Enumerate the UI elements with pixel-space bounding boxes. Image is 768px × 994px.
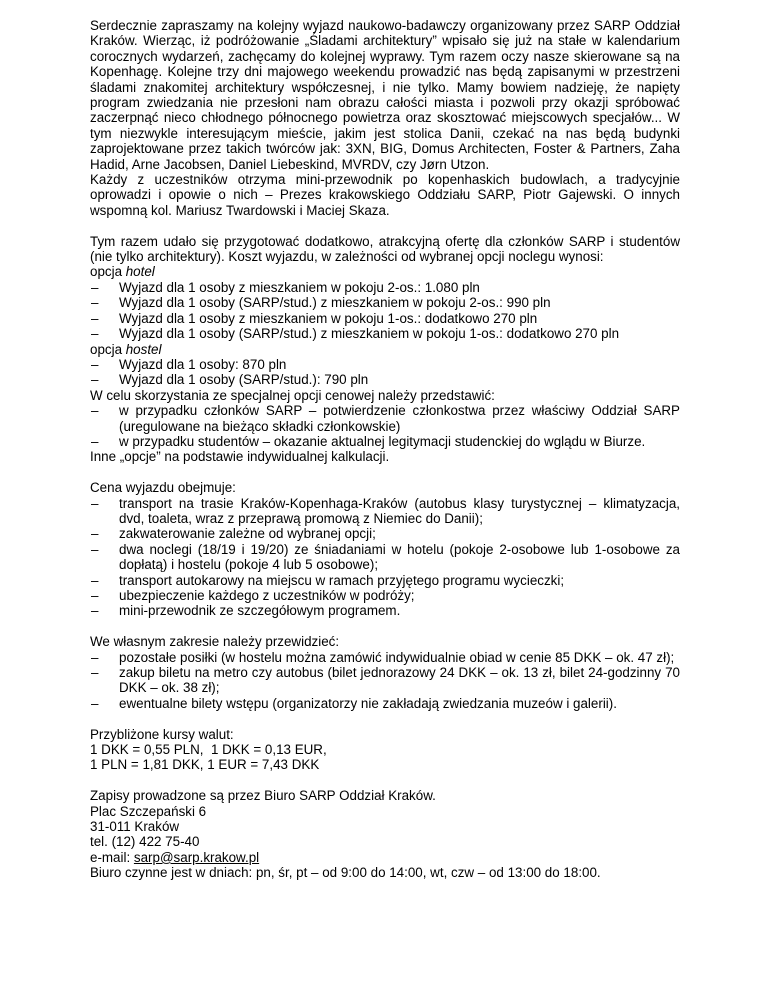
special-option-intro: W celu skorzystania ze specjalnej opcji cenowej należy przedstawić: xyxy=(90,387,495,403)
phone-number: tel. (12) 422 75-40 xyxy=(90,834,200,850)
list-item: – dwa noclegi (18/19 i 19/20) ze śniadaniami w hotelu (pokoje 2-osobowe lub 1-osobowe za dopłatą) i hostelu (pokoje 4 lub 5 osobowe); xyxy=(90,542,680,573)
exchange-rates-heading: Przybliżone kursy walut: xyxy=(90,726,234,742)
exchange-rates-line: 1 PLN = 1,81 DKK, 1 EUR = 7,43 DKK xyxy=(90,757,320,773)
intro-paragraph: Serdecznie zapraszamy na kolejny wyjazd naukowo-badawczy organizowany przez SARP Oddział Kraków. Wierząc, iż podróżowanie „Śladami architektury” wpisało się już na stałe w kalendarium corocznych wydarzeń, zachęcamy do kolejnej wyprawy. Tym razem oczy nasze skierowane są na Kopenhagę. Kolejne trzy dni majowego weekendu prowadzić nas będą zapisanymi w przestrzeni śladami znakomitej architektury współczesnej, i nie tylko. Mamy bowiem nadzieję, że napięty program zwiedzania nie przesłoni nam obrazu całości miasta i pozwoli przy okazji spróbować zaczerpnąć nieco chłodnego północnego powietrza oraz skosztować miejscowych specjałów... W tym niezwykle interesującym mieście, jakim jest stolica Danii, czekać na nas będą budynki zaprojektowane przez takich twórców jak: 3XN, BIG, Domus Architecten, Foster & Partners, Zaha Hadid, Arne Jacobsen, Daniel Liebeskind, MVRDV, czy Jørn Utzon. xyxy=(90,18,680,172)
address-city: 31-011 Kraków xyxy=(90,819,180,835)
list-item: – ewentualne bilety wstępu (organizatorzy nie zakładają zwiedzania muzeów i galerii). xyxy=(90,696,680,711)
own-expense-heading: We własnym zakresie należy przewidzieć: xyxy=(90,634,340,650)
price-includes-list xyxy=(90,496,680,619)
list-item: – Wyjazd dla 1 osoby z mieszkaniem w pokoju 2-os.: 1.080 pln xyxy=(90,280,680,295)
exchange-rates-line: 1 DKK = 0,55 PLN, 1 DKK = 0,13 EUR, xyxy=(90,742,327,758)
list-item: – zakup biletu na metro czy autobus (bilet jednorazowy 24 DKK – ok. 13 zł, bilet 24-godzinny 70 DKK – ok. 38 zł); xyxy=(90,665,680,696)
email-line: e-mail: sarp@sarp.krakow.pl xyxy=(90,849,260,865)
list-item: – pozostałe posiłki (w hostelu można zamówić indywidualnie obiad w cenie 85 DKK – ok. 47 zł); xyxy=(90,650,680,665)
list-item: – Wyjazd dla 1 osoby (SARP/stud.) z mieszkaniem w pokoju 2-os.: 990 pln xyxy=(90,295,680,310)
list-item: – transport na trasie Kraków-Kopenhaga-Kraków (autobus klasy turystycznej – klimatyzacja, dvd, toaleta, wraz z przeprawą promową z Niemiec do Danii); xyxy=(90,496,680,527)
hotel-option-label: opcja hotel xyxy=(90,264,155,280)
office-hours: Biuro czynne jest w dniach: pn, śr, pt – od 9:00 do 14:00, wt, czw – od 13:00 do 18:00. xyxy=(90,865,601,881)
list-item: – mini-przewodnik ze szczegółowym programem. xyxy=(90,603,680,618)
price-includes-heading: Cena wyjazdu obejmuje: xyxy=(90,480,236,496)
hostel-option-label: opcja hostel xyxy=(90,341,162,357)
intro-paragraph-2: Każdy z uczestników otrzyma mini-przewodnik po kopenhaskich budowlach, a tradycyjnie oprowadzi i opowie o nich – Prezes krakowskiego Oddziału SARP, Piotr Gajewski. O innych wspomną kol. Mariusz Twardowski i Maciej Skaza. xyxy=(90,172,680,218)
list-item: – Wyjazd dla 1 osoby z mieszkaniem w pokoju 1-os.: dodatkowo 270 pln xyxy=(90,311,680,326)
list-item: – Wyjazd dla 1 osoby (SARP/stud.) z mieszkaniem w pokoju 1-os.: dodatkowo 270 pln xyxy=(90,326,680,341)
hostel-price-list xyxy=(90,357,680,388)
list-item: – transport autokarowy na miejscu w ramach przyjętego programu wycieczki; xyxy=(90,573,680,588)
offer-intro: Tym razem udało się przygotować dodatkowo, atrakcyjną ofertę dla członków SARP i studentów (nie tylko architektury). Koszt wyjazdu, w zależności od wybranej opcji noclegu wynosi: xyxy=(90,233,680,265)
own-expense-list xyxy=(90,650,680,712)
email-link[interactable]: sarp@sarp.krakow.pl xyxy=(133,849,260,865)
document-page xyxy=(90,18,680,881)
registration-info: Zapisy prowadzone są przez Biuro SARP Oddział Kraków. xyxy=(90,788,436,804)
hotel-price-list xyxy=(90,280,680,342)
list-item: – Wyjazd dla 1 osoby: 870 pln xyxy=(90,357,680,372)
list-item: – ubezpieczenie każdego z uczestników w podróży; xyxy=(90,588,680,603)
list-item: – Wyjazd dla 1 osoby (SARP/stud.): 790 pln xyxy=(90,372,680,387)
list-item: – w przypadku studentów – okazanie aktualnej legitymacji studenckiej do wglądu w Biurze. xyxy=(90,434,680,449)
list-item: – zakwaterowanie zależne od wybranej opcji; xyxy=(90,526,680,541)
other-options-note: Inne „opcje” na podstawie indywidualnej kalkulacji. xyxy=(90,449,390,465)
list-item: – w przypadku członków SARP – potwierdzenie członkostwa przez właściwy Oddział SARP (uregulowane na bieżąco składki członkowskie) xyxy=(90,403,680,434)
special-option-list xyxy=(90,403,680,449)
address-street: Plac Szczepański 6 xyxy=(90,803,207,819)
